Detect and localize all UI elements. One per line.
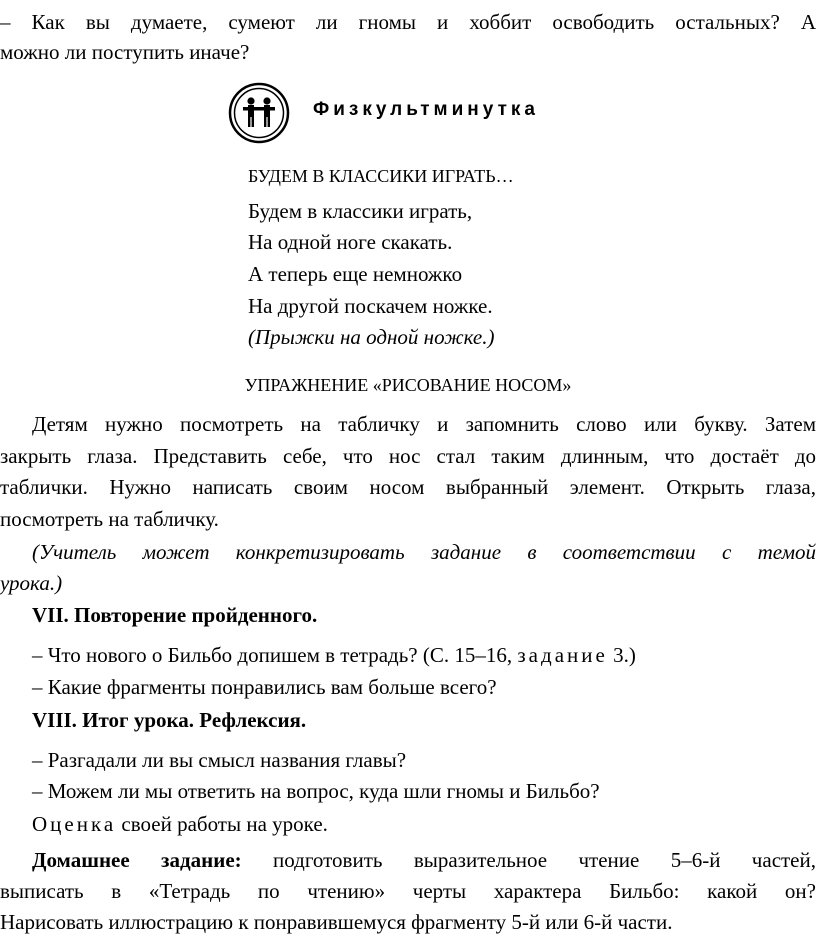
poem-line: Будем в классики играть, [248, 199, 473, 223]
homework-line-2: выписать в «Тетрадь по чтению» черты характера Бильбо: какой он? [0, 879, 816, 903]
assessment-line [32, 810, 328, 838]
homework-line-3: Нарисовать иллюстрацию к понравившемуся фрагменту 5-й или 6-й части. [0, 910, 673, 934]
two-children-circle-icon [228, 82, 290, 144]
assessment-spaced-word: Оценка [32, 812, 117, 836]
game-title: БУДЕМ В КЛАССИКИ ИГРАТЬ… [248, 166, 514, 186]
exercise-text-line: посмотреть на табличку. [0, 507, 219, 531]
section-7-question-2: – Какие фрагменты понравились вам больше всего? [32, 675, 497, 699]
intro-line-2: можно ли поступить иначе? [0, 40, 250, 64]
q1-prefix: – Что нового о Бильбо допишем в тетрадь? (С. 15–16, [32, 643, 518, 667]
exercise-text-line: закрыть глаза. Представить себе, что нос стал таким длинным, что достаёт до [0, 444, 816, 468]
poem-note: (Прыжки на одной ножке.) [248, 325, 495, 349]
exercise-text-line: таблички. Нужно написать своим носом выбранный элемент. Открыть глаза, [0, 475, 816, 499]
section-7-question-1 [32, 641, 636, 669]
homework-label: Домашнее задание: [32, 848, 242, 872]
intro-line-1: – Как вы думаете, сумеют ли гномы и хоббит освободить остальных? А [0, 10, 816, 34]
teacher-note-line: урока.) [0, 571, 63, 595]
homework-line-1-rest: подготовить выразительное чтение 5–6-й частей, [241, 848, 816, 872]
exercise-text-line: Детям нужно посмотреть на табличку и запомнить слово или букву. Затем [32, 412, 816, 436]
section-7-heading: VII. Повторение пройденного. [32, 603, 318, 627]
poem-line: На другой поскачем ножке. [248, 294, 493, 318]
fizkultminutka-heading: Физкультминутка [313, 99, 539, 120]
q1-spaced-word: задание [517, 643, 608, 667]
section-8-heading: VIII. Итог урока. Рефлексия. [32, 708, 307, 732]
q1-suffix: 3.) [607, 643, 636, 667]
homework-line-1 [0, 846, 816, 874]
section-8-question-1: – Разгадали ли вы смысл названия главы? [32, 748, 407, 772]
poem-line: На одной ноге скакать. [248, 230, 453, 254]
poem-line: А теперь еще немножко [248, 262, 463, 286]
section-8-question-2: – Можем ли мы ответить на вопрос, куда шли гномы и Бильбо? [32, 779, 600, 803]
teacher-note-line: (Учитель может конкретизировать задание в соответствии с темой [32, 540, 816, 564]
assessment-rest: своей работы на уроке. [116, 812, 328, 836]
exercise-title: УПРАЖНЕНИЕ «РИСОВАНИЕ НОСОМ» [244, 375, 572, 395]
